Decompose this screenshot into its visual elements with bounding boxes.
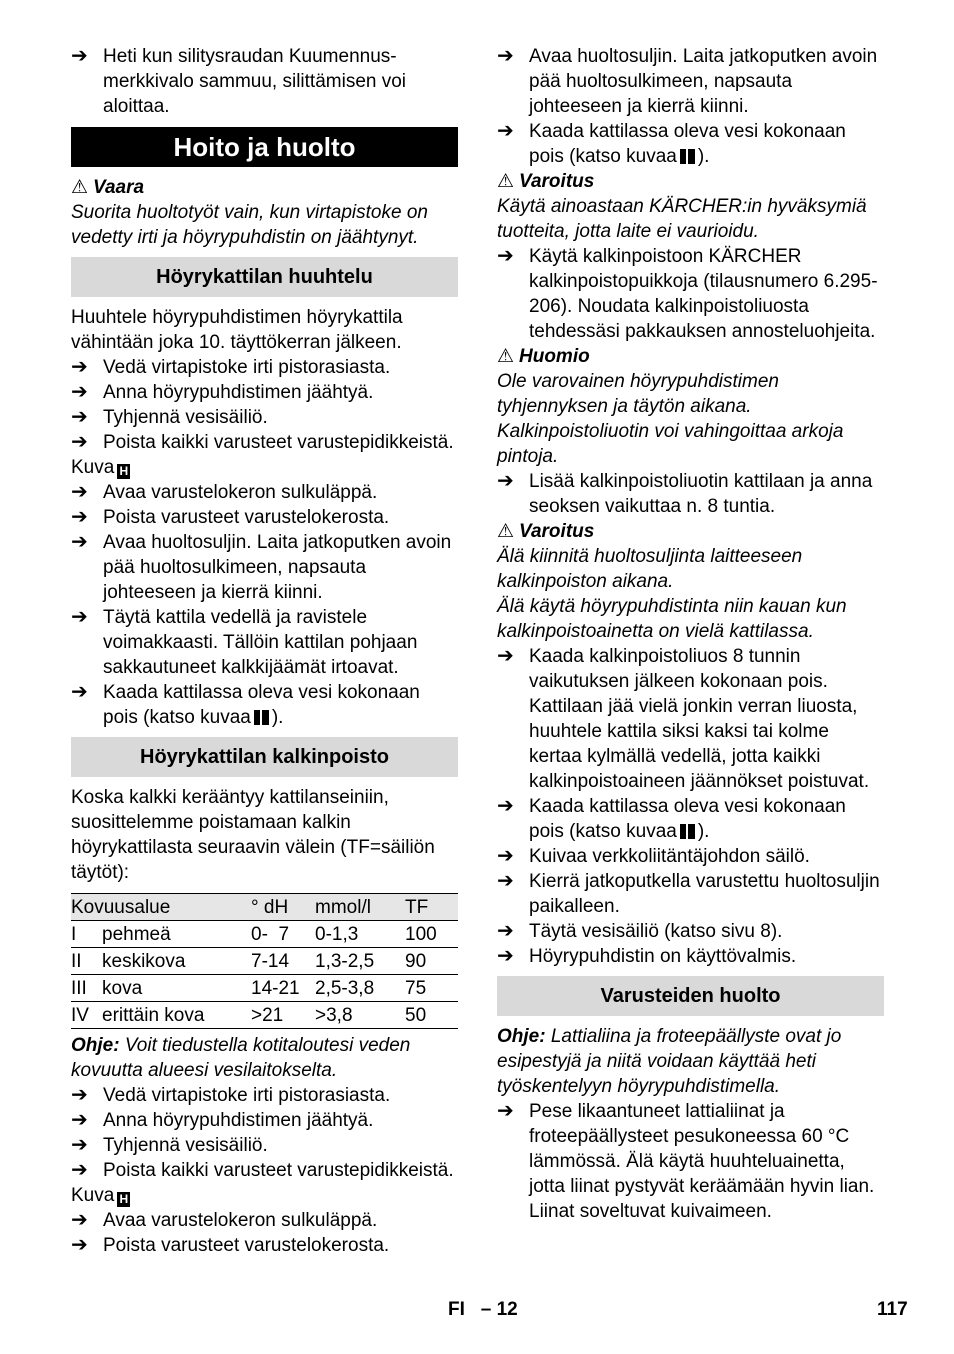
bullet: ➔ Kuivaa verkkoliitäntäjohdon säilö. — [497, 845, 810, 867]
section-title: Hoito ja huolto — [71, 127, 458, 167]
arrow-icon: ➔ — [71, 1084, 88, 1106]
bullet: ➔ Pese likaantuneet lattialiinat ja froteepäällysteet pesukoneessa 60 °C lämmössä. Älä käytä huuhteluainetta, jotta liinat pystyvät keräämään hyvin lian. Liinat soveltuvat kuivaimeen. — [497, 1100, 875, 1222]
table-row: II keskikova 7-14 1,3-2,5 90 — [71, 948, 458, 975]
arrow-icon: ➔ — [71, 1234, 88, 1256]
descale-intro: Koska kalkki kerääntyy kattilanseiniin, suosittelemme poistamaan kalkin höyrykattilasta seuraavin välein (TF=säiliön täytöt): — [71, 787, 435, 883]
arrow-icon: ➔ — [497, 45, 514, 67]
arrow-icon: ➔ — [71, 481, 88, 503]
table-row: I pehmeä 0- 7 0-1,3 100 — [71, 921, 458, 948]
bullet: ➔ Täytä kattila vedellä ja ravistele voimakkaasti. Tällöin kattilan pohjaan sakkautuneet kalkkijäämät irtoavat. — [71, 606, 418, 678]
bullet: ➔ Höyrypuhdistin on käyttövalmis. — [497, 945, 797, 967]
warning-triangle-icon: ⚠ — [71, 177, 89, 198]
table-header: TF — [405, 894, 458, 921]
table-header-row — [71, 894, 458, 921]
arrow-icon: ➔ — [71, 431, 88, 453]
table-header: ° dH — [251, 894, 315, 921]
table-row: III kova 14-21 2,5-3,8 75 — [71, 975, 458, 1002]
bullet: ➔ Kaada kattilassa oleva vesi kokonaan pois (katso kuvaa ). — [71, 681, 420, 728]
left-column — [71, 44, 458, 1258]
caution-title: ⚠ Varoitus — [497, 171, 595, 192]
bullet: ➔ Tyhjennä vesisäiliö. — [71, 1134, 268, 1156]
bullet: ➔ Avaa varustelokeron sulkuläppä. — [71, 481, 378, 503]
subsection-title-accessories: Varusteiden huolto — [497, 976, 884, 1016]
descale-note: Ohje: Voit tiedustella kotitaloutesi veden kovuutta alueesi vesilaitokselta. — [71, 1035, 411, 1081]
caution-text: Käytä ainoastaan KÄRCHER:in hyväksymiä tuotteita, jotta laite ei vaurioidu. — [497, 196, 867, 242]
rinse-intro: Huuhtele höyrypuhdistimen höyrykattila vähintään joka 10. täyttökerran jälkeen. — [71, 307, 403, 353]
arrow-icon: ➔ — [497, 1100, 514, 1122]
attention-text: Ole varovainen höyrypuhdistimen tyhjennyksen ja täytön aikana. Kalkinpoistoliuotin voi vahingoittaa arkoja pintoja. — [497, 371, 844, 467]
arrow-icon: ➔ — [71, 1134, 88, 1156]
danger-text: Suorita huoltotyöt vain, kun virtapistoke on vedetty irti ja höyrypuhdistin on jäähtynyt. — [71, 202, 428, 248]
arrow-icon: ➔ — [71, 1209, 88, 1231]
table-header: mmol/l — [315, 894, 405, 921]
page-number: 117 — [877, 1299, 908, 1320]
caution-text: Älä käytä höyrypuhdistinta niin kauan kun kalkinpoistoainetta on vielä kattilassa. — [497, 596, 847, 642]
figure-reference: Kuva H — [71, 1183, 458, 1208]
bullet: ➔ Anna höyrypuhdistimen jäähtyä. — [71, 1109, 374, 1131]
arrow-icon: ➔ — [497, 470, 514, 492]
arrow-icon: ➔ — [71, 406, 88, 428]
arrow-icon: ➔ — [497, 845, 514, 867]
subsection-title-descale: Höyrykattilan kalkinpoisto — [71, 737, 458, 777]
arrow-icon: ➔ — [497, 245, 514, 267]
bullet: ➔ Poista varusteet varustelokerosta. — [71, 1234, 390, 1256]
figure-i-icon — [680, 149, 695, 164]
page-label: FI – 12 — [448, 1299, 518, 1320]
arrow-icon: ➔ — [497, 795, 514, 817]
bullet: ➔ Lisää kalkinpoistoliuotin kattilaan ja anna seoksen vaikuttaa n. 8 tuntia. — [497, 470, 873, 517]
table-row: IV erittäin kova >21 >3,8 50 — [71, 1002, 458, 1029]
arrow-icon: ➔ — [71, 681, 88, 703]
accessories-note: Ohje: Lattialiina ja froteepäällyste ovat jo esipestyjä ja niitä voidaan käyttää heti työskentelyyn höyrypuhdistimella. — [497, 1026, 842, 1097]
caution-title: ⚠ Varoitus — [497, 521, 595, 542]
bullet: ➔ Poista varusteet varustelokerosta. — [71, 506, 390, 528]
arrow-icon: ➔ — [71, 45, 88, 67]
warning-triangle-icon: ⚠ — [497, 521, 515, 542]
bullet: ➔ Avaa huoltosuljin. Laita jatkoputken avoin pää huoltosulkimeen, napsauta johteeseen ja kierrä kiinni. — [71, 531, 452, 603]
attention-title: ⚠ Huomio — [497, 346, 590, 367]
bullet: ➔ Heti kun silitysraudan Kuumennus-merkkivalo sammuu, silittämisen voi aloittaa. — [71, 45, 407, 117]
arrow-icon: ➔ — [71, 1159, 88, 1181]
danger-title: ⚠ Vaara — [71, 177, 145, 198]
bullet: ➔ Tyhjennä vesisäiliö. — [71, 406, 268, 428]
right-column — [497, 44, 884, 1224]
bullet: ➔ Käytä kalkinpoistoon KÄRCHER kalkinpoistopuikkoja (tilausnumero 6.295-206). Noudata kalkinpoistoliuosta tehdessäsi pakkauksen annosteluohjeita. — [497, 245, 878, 342]
figure-h-icon: H — [117, 464, 130, 479]
arrow-icon: ➔ — [497, 870, 514, 892]
bullet: ➔ Vedä virtapistoke irti pistorasiasta. — [71, 356, 391, 378]
arrow-icon: ➔ — [497, 945, 514, 967]
figure-reference: Kuva H — [71, 455, 458, 480]
arrow-icon: ➔ — [497, 920, 514, 942]
figure-i-icon — [680, 824, 695, 839]
arrow-icon: ➔ — [71, 1109, 88, 1131]
bullet: ➔ Kaada kattilassa oleva vesi kokonaan pois (katso kuvaa ). — [497, 795, 846, 842]
hardness-table — [71, 893, 458, 1029]
caution-text: Älä kiinnitä huoltosuljinta laitteeseen kalkinpoiston aikana. — [497, 546, 803, 592]
bullet: ➔ Täytä vesisäiliö (katso sivu 8). — [497, 920, 783, 942]
arrow-icon: ➔ — [71, 381, 88, 403]
bullet: ➔ Avaa huoltosuljin. Laita jatkoputken avoin pää huoltosulkimeen, napsauta johteeseen ja kierrä kiinni. — [497, 45, 878, 117]
table-header: Kovuusalue — [71, 894, 251, 921]
bullet: ➔ Avaa varustelokeron sulkuläppä. — [71, 1209, 378, 1231]
arrow-icon: ➔ — [71, 531, 88, 553]
arrow-icon: ➔ — [497, 645, 514, 667]
warning-triangle-icon: ⚠ — [497, 171, 515, 192]
figure-i-icon — [254, 710, 269, 725]
bullet: ➔ Poista kaikki varusteet varustepidikkeistä. — [71, 1159, 454, 1181]
arrow-icon: ➔ — [497, 120, 514, 142]
arrow-icon: ➔ — [71, 506, 88, 528]
arrow-icon: ➔ — [71, 356, 88, 378]
bullet: ➔ Kaada kattilassa oleva vesi kokonaan pois (katso kuvaa ). — [497, 120, 846, 167]
bullet: ➔ Kaada kalkinpoistoliuos 8 tunnin vaikutuksen jälkeen kokonaan pois. Kattilaan jää vielä jonkin verran liuosta, huuhtele kattila siksi kaksi tai kolme kertaa kylmällä vedellä, jotta kaikki kalkinpoistoaineen jäännökset poistuvat. — [497, 645, 870, 792]
bullet: ➔ Vedä virtapistoke irti pistorasiasta. — [71, 1084, 391, 1106]
warning-triangle-icon: ⚠ — [497, 346, 515, 367]
subsection-title-rinse: Höyrykattilan huuhtelu — [71, 257, 458, 297]
bullet: ➔ Kierrä jatkoputkella varustettu huoltosuljin paikalleen. — [497, 870, 880, 917]
figure-h-icon: H — [117, 1192, 130, 1207]
bullet: ➔ Anna höyrypuhdistimen jäähtyä. — [71, 381, 374, 403]
arrow-icon: ➔ — [71, 606, 88, 628]
bullet: ➔ Poista kaikki varusteet varustepidikkeistä. — [71, 431, 454, 453]
